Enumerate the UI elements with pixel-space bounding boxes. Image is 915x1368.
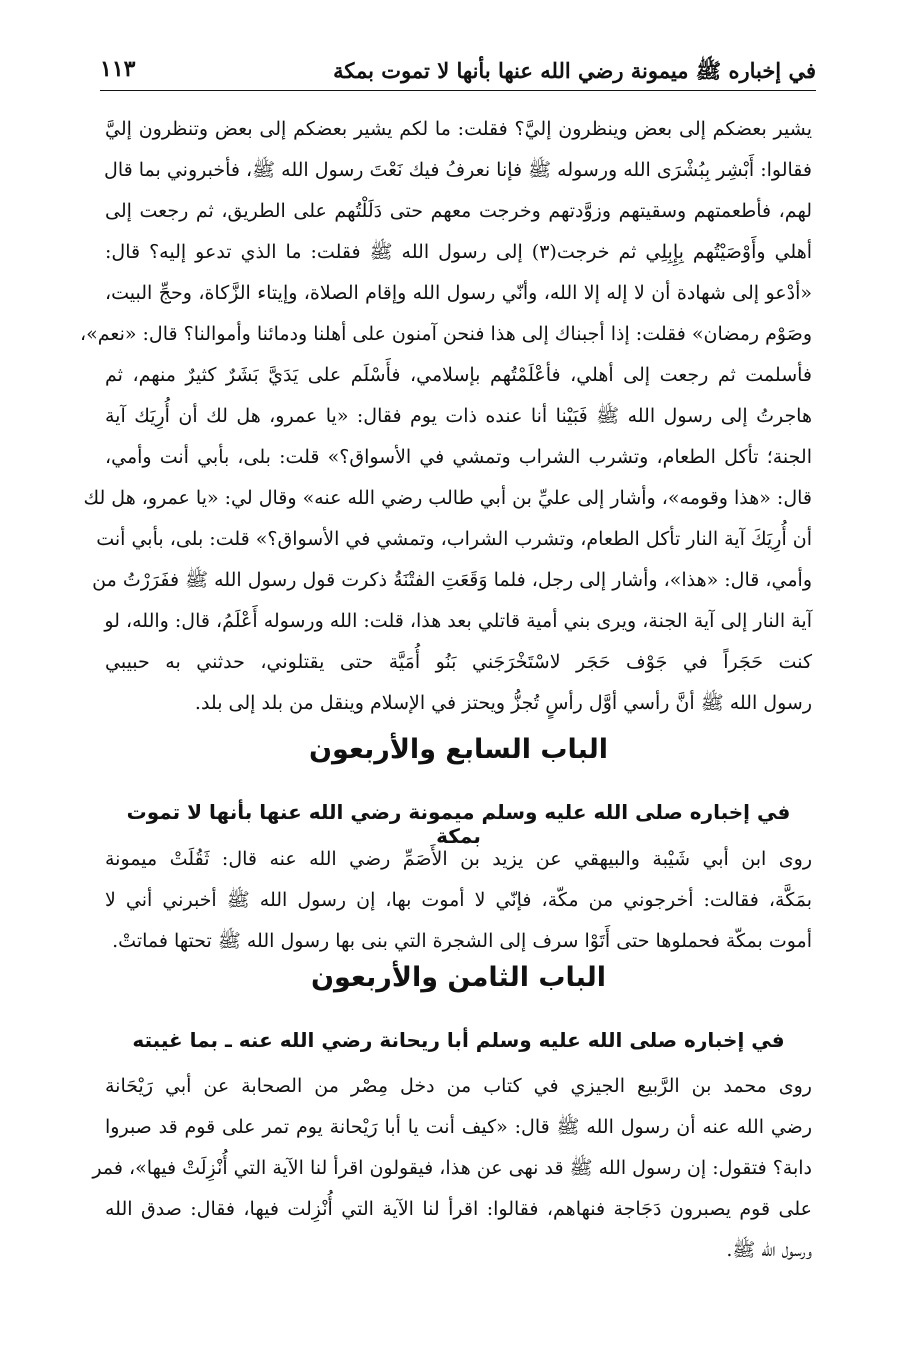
text-line: قال: «هذا وقومه»، وأشار إلى عليِّ بن أبي طالب رضي الله عنه» وقال لي: «يا عمرو، هل لك	[83, 487, 812, 509]
page-number: ١١٣	[100, 56, 136, 82]
text-line: الجنة؛ تأكل الطعام، وتشرب الشراب وتمشي في الأسواق؟» قلت: بلى، بأبي أنت وأمي،	[105, 446, 812, 468]
text-line: أموت بمكّة فحملوها حتى أَتَوْا سرف إلى الشجرة التي بنى بها رسول الله ﷺ تحتها فماتتْ.	[112, 930, 812, 952]
chapter-heading-48: الباب الثامن والأربعون	[310, 962, 607, 993]
text-line: لهم، فأطعمتهم وسقيتهم وزوَّدتهم وخرجت معهم حتى دَلَلْتُهم على الطريق، ثم رجعت إلى	[105, 200, 812, 222]
text-line: أهلي وأَوْصَيْتُهم بِإِبِلِي ثم خرجت(٣) إلى رسول الله ﷺ فقلت: ما الذي تدعو إليه؟ قال:	[105, 241, 812, 263]
text-line: بمَكَّة، فقالت: أخرجوني من مكّة، فإنّي لا أموت بها، إن رسول الله ﷺ أخبرني أني لا	[105, 889, 812, 911]
text-line: روى ابن أبي شَيْبة والبيهقي عن يزيد بن الأَصَمِّ رضي الله عنه قال: ثَقُلَتْ ميمونة	[105, 848, 812, 870]
text-line: وأمي، قال: «هذا»، وأشار إلى رجل، فلما وَقَعَتِ الفتْنَةُ ذكرت قول رسول الله ﷺ ففَرَرْتُ من	[92, 569, 812, 591]
text-line: آية النار إلى آية الجنة، ويرى بني أمية قاتلي بعد هذا، قلت: الله ورسوله أَعْلَمُ، قال: والله، لو	[104, 610, 812, 632]
text-line: على قوم يصبرون دَجَاجة فنهاهم، فقالوا: اقرأ لنا الآية التي أُنْزِلت فيها، فقال: صدق الله	[105, 1198, 812, 1220]
running-header	[100, 52, 816, 91]
text-line: كنت حَجَراً في جَوْف حَجَر لاسْتَخْرَجَني بَنُو أُمَيَّة حتى يقتلوني، حدثني به حبيبي	[105, 651, 812, 673]
text-line: روى محمد بن الرَّبيع الجيزي في كتاب من دخل مِصْر من الصحابة عن أبي رَيْحَانة	[105, 1075, 812, 1097]
text-line: فأسلمت ثم رجعت إلى أهلي، فأعْلَمْتُهم بإسلامي، فأَسْلَم على يَدَيَّ بَشَرٌ كثيرٌ منهم، ثم	[105, 364, 812, 386]
text-line: رضي الله عنه أن رسول الله ﷺ قال: «كيف أنت يا أبا رَيْحانة يوم تمر على قوم قد صبروا	[105, 1116, 812, 1138]
text-line: أن أُرِيَكَ آية النار تأكل الطعام، وتشرب الشراب، وتمشي في الأسواق؟» قلت: بلى، بأبي أنت	[96, 528, 812, 550]
text-line: وصَوْم رمضان» فقلت: إذا أجبناك إلى هذا فنحن آمنون على أهلنا ودمائنا وأموالنا؟ قال: «نعم»،	[80, 323, 812, 345]
text-line: رسول الله ﷺ أنَّ رأسي أوَّل رأسٍ تُجزُّ ويحتز في الإسلام وينقل من بلد إلى بلد.	[194, 692, 812, 714]
text-line: يشير بعضكم إلى بعض وينظرون إليَّ؟ فقلت: ما لكم يشير بعضكم إلى بعض وتنظرون إليَّ	[105, 118, 812, 140]
text-line: «أدْعو إلى شهادة أن لا إله إلا الله، وأنّي رسول الله وإقام الصلاة، وإيتاء الزَّكاة، وحجِّ البيت،	[105, 282, 812, 304]
text-line: هاجرتُ إلى رسول الله ﷺ فَبَيْنا أنا عنده ذات يوم فقال: «يا عمرو، هل لك أن أُرِيَك آية	[105, 405, 812, 427]
text-line: فقالوا: أَبْشِر بِبُشْرَى الله ورسوله ﷺ فإنا نعرفُ فيك نَعْتَ رسول الله ﷺ، فأخبروني بما قال	[104, 159, 812, 181]
text-line: ورسول الله ﷺ.	[726, 1239, 812, 1261]
chapter-subheading-47: في إخباره صلى الله عليه وسلم ميمونة رضي الله عنها بأنها لا تموت بمكة	[126, 800, 791, 848]
running-title: في إخباره ﷺ ميمونة رضي الله عنها بأنها لا تموت بمكة	[333, 58, 816, 83]
text-line: دابة؟ فتقول: إن رسول الله ﷺ قد نهى عن هذا، فيقولون اقرأ لنا الآية التي أُنْزِلَتْ فيها»، فمر	[92, 1157, 812, 1179]
chapter-subheading-48: في إخباره صلى الله عليه وسلم أبا ريحانة رضي الله عنه ـ بما غيبته	[132, 1028, 785, 1052]
chapter-heading-47: الباب السابع والأربعون	[308, 734, 609, 765]
